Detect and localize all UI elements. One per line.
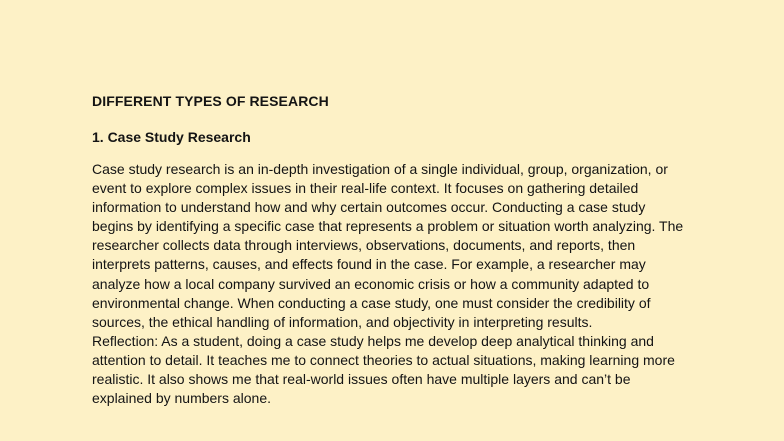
body-paragraph — [92, 160, 702, 332]
body-line: event to explore complex issues in their real-life context. It focuses on gathering detailed — [92, 180, 639, 197]
body-line: researcher collects data through interviews, observations, documents, and reports, then — [92, 237, 636, 254]
reflection-line: Reflection: As a student, doing a case study helps me develop deep analytical thinking and — [92, 332, 654, 349]
document-content — [92, 93, 702, 408]
body-line: interprets patterns, causes, and effects found in the case. For example, a researcher may — [92, 256, 646, 273]
body-line: environmental change. When conducting a case study, one must consider the credibility of — [92, 294, 651, 311]
section-heading: 1. Case Study Research — [92, 129, 251, 145]
reflection-line: attention to detail. It teaches me to connect theories to actual situations, making learning more — [92, 351, 675, 368]
reflection-paragraph — [92, 332, 702, 408]
body-line: sources, the ethical handling of information, and objectivity in interpreting results. — [92, 313, 593, 330]
body-line: information to understand how and why certain outcomes occur. Conducting a case study — [92, 199, 646, 216]
body-line: begins by identifying a specific case that represents a problem or situation worth analyzing. The — [92, 218, 684, 235]
reflection-line: realistic. It also shows me that real-world issues often have multiple layers and can’t be — [92, 371, 631, 388]
body-line: analyze how a local company survived an economic crisis or how a community adapted to — [92, 275, 650, 292]
body-line: Case study research is an in-depth investigation of a single individual, group, organization, or — [92, 161, 668, 177]
document-title: DIFFERENT TYPES OF RESEARCH — [92, 93, 329, 109]
reflection-line: explained by numbers alone. — [92, 390, 272, 407]
